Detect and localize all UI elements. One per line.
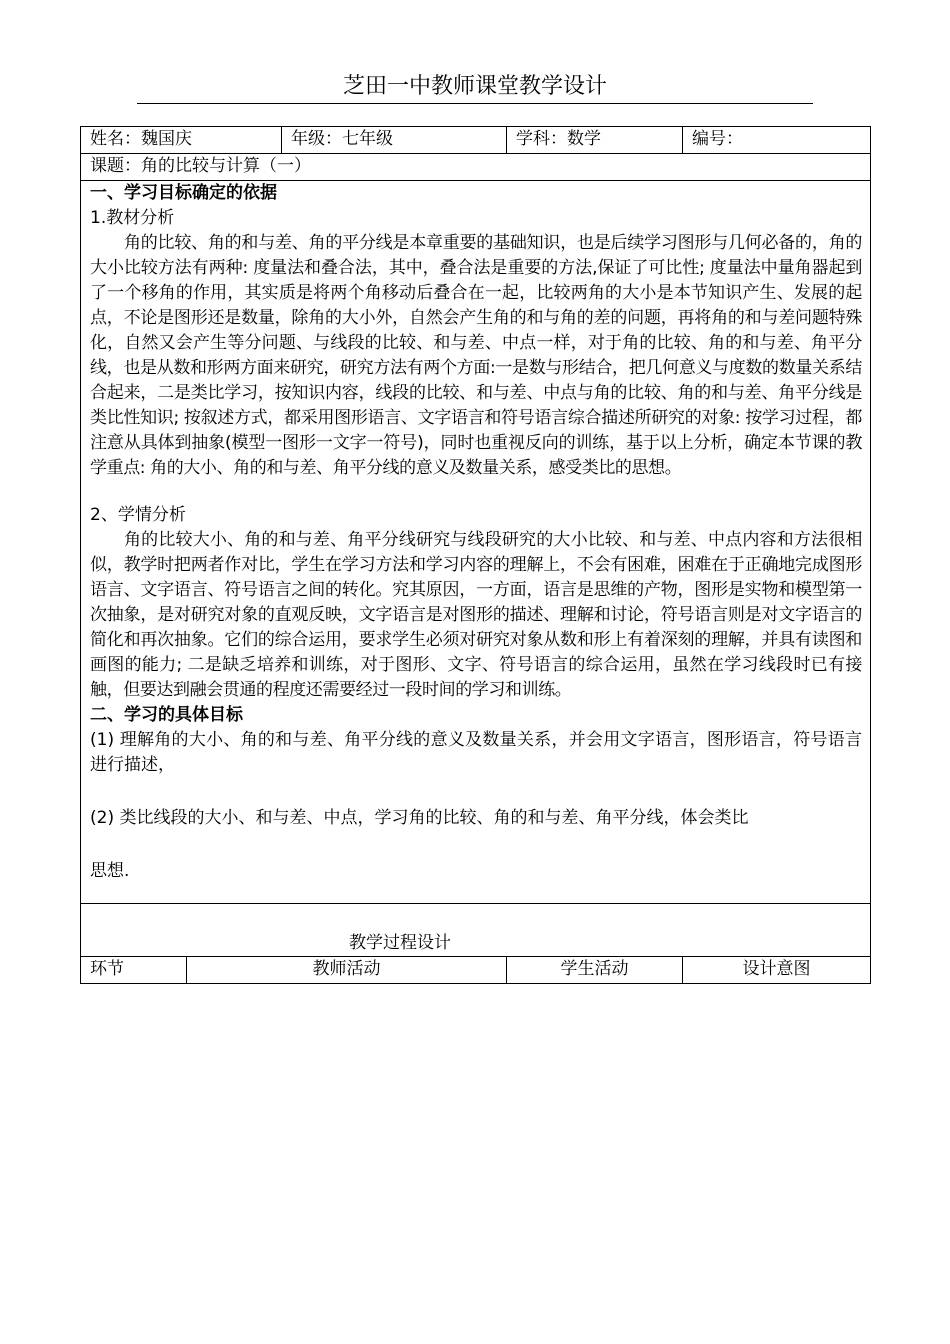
process-title-cell <box>81 904 871 957</box>
column-header-student-activity: 学生活动 <box>507 957 683 984</box>
column-header-stage: 环节 <box>81 957 187 984</box>
goal-2-line2: 思想. <box>90 861 130 881</box>
goal-2-line1: (2) 类比线段的大小、和与差、中点，学习角的比较、角的和与差、角平分线，体会类比 <box>90 808 749 828</box>
objectives-cell <box>81 181 871 904</box>
topic-cell: 课题：角的比较与计算（一） <box>81 154 871 181</box>
teacher-name-cell: 姓名：魏国庆 <box>81 127 282 154</box>
number-cell: 编号： <box>683 127 871 154</box>
student-analysis-text: 角的比较大小、角的和与差、角平分线研究与线段研究的大小比较、和与差、中点内容和方法很相似，教学时把两者作对比，学生在学习方法和学习内容的理解上，不会有困难，困难在于正确地完成图形语言、文字语言、符号语言之间的转化。究其原因，一方面，语言是思维的产物，图形是实物和模型第一次抽象，是对研究对象的直观反映，文字语言是对图形的描述、理解和讨论，符号语言则是对文字语言的简化和再次抽象。它们的综合运用，要求学生必须对研究对象从数和形上有着深刻的理解，并具有读图和画图的能力; 二是缺乏培养和训练，对于图形、文字、符号语言的综合运用，虽然在学习线段时已有接触，但要达到融会贯通的程度还需要经过一段时间的学习和训练。 <box>90 530 862 700</box>
page-title: 芝田一中教师课堂教学设计 <box>342 74 607 99</box>
grade-cell: 年级：七年级 <box>282 127 507 154</box>
student-analysis-heading: 2、学情分析 <box>90 505 186 525</box>
title-underline <box>137 103 813 104</box>
column-header-design-intent: 设计意图 <box>683 957 871 984</box>
process-title: 教学过程设计 <box>349 933 451 953</box>
textbook-analysis-text: 角的比较、角的和与差、角的平分线是本章重要的基础知识，也是后续学习图形与几何必备的，角的大小比较方法有两种: 度量法和叠合法，其中，叠合法是重要的方法,保证了可比性; 度量法中量角器起到了一个移角的作用，其实质是将两个角移动后叠合在一起，比较两角的大小是本节知识产生、发展的起点，不论是图形还是数量，除角的大小外，自然会产生角的和与角的差的问题，再将角的和与差问题特殊化，自然又会产生等分问题、与线段的比较、和与差、中点一样，对于角的比较、角的和与差、角平分线，也是从数和形两方面来研究，研究方法有两个方面:一是数与形结合，把几何意义与度数的数量关系结合起来，二是类比学习，按知识内容，线段的比较、和与差、中点与角的比较、角的和与差、角平分线是类比性知识; 按叙述方式，都采用图形语言、文字语言和符号语言综合描述所研究的对象: 按学习过程，都注意从具体到抽象(模型一图形一文字一符号)，同时也重视反向的训练，基于以上分析，确定本节课的教学重点: 角的大小、角的和与差、角平分线的意义及数量关系，感受类比的思想。 <box>90 233 862 478</box>
textbook-analysis-heading: 1.教材分析 <box>90 208 175 228</box>
section2-heading: 二、学习的具体目标 <box>90 705 243 725</box>
subject-cell: 学科：数学 <box>507 127 683 154</box>
column-header-teacher-activity: 教师活动 <box>187 957 507 984</box>
lesson-plan-table <box>80 126 871 984</box>
goal-1: (1) 理解角的大小、角的和与差、角平分线的意义及数量关系，并会用文字语言，图形语言，符号语言进行描述， <box>90 730 862 775</box>
section1-heading: 一、学习目标确定的依据 <box>90 183 277 203</box>
